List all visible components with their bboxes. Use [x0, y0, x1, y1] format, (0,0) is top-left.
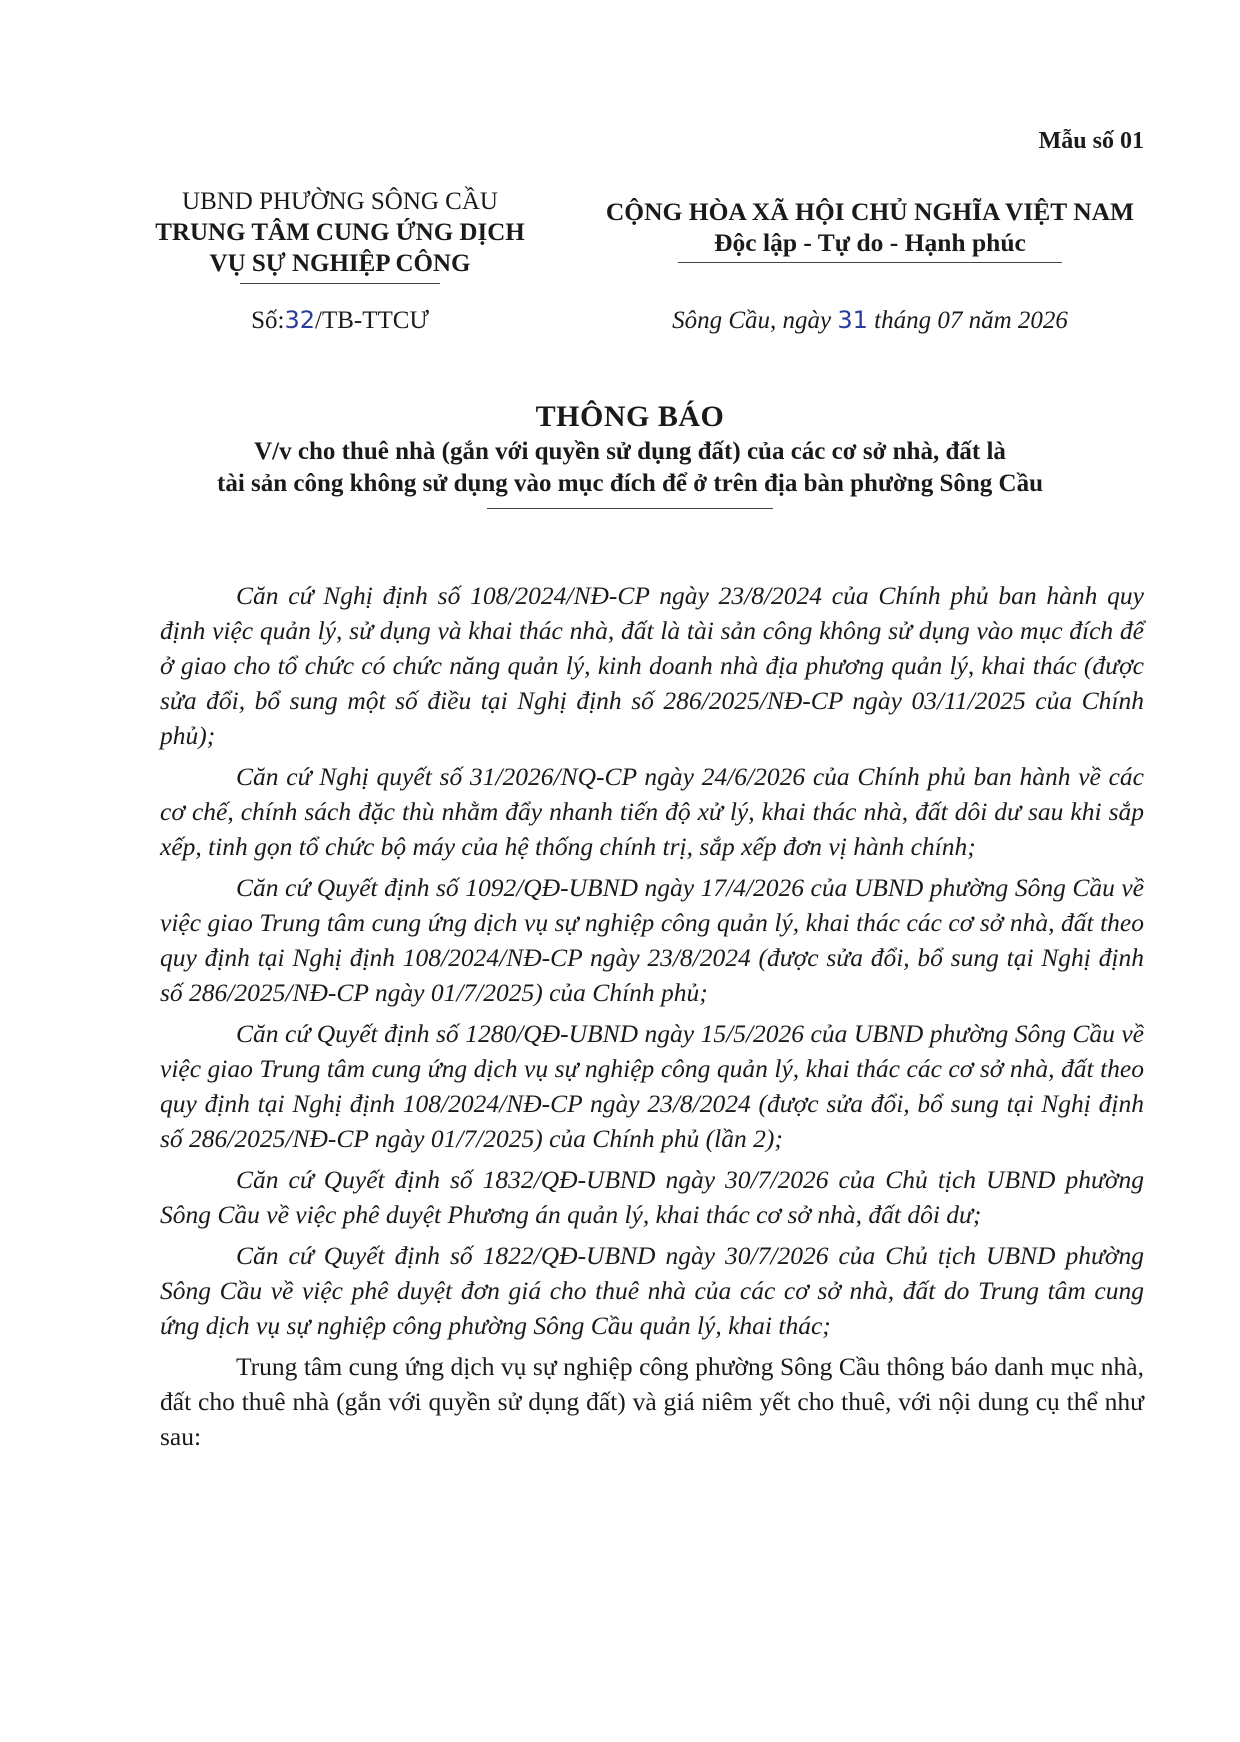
issuer-unit-line2: VỤ SỰ NGHIỆP CÔNG: [209, 250, 471, 277]
place-date: [570, 306, 1170, 335]
issuer-header: [120, 186, 560, 284]
title-underline: [487, 508, 773, 509]
national-motto: Độc lập - Tự do - Hạnh phúc: [714, 228, 1026, 257]
legal-basis: Căn cứ Nghị định số 108/2024/NĐ-CP ngày 23/8/2024 của Chính phủ ban hành quy định việc quản lý, sử dụng và khai thác nhà, đất là tài sản công không sử dụng vào mục đích để ở giao cho tổ chức có chức năng quản lý, kinh doanh nhà địa phương quản lý, khai thác (được sửa đổi, bổ sung một số điều tại Nghị định số 286/2025/NĐ-CP ngày 03/11/2025 của Chính phủ);: [160, 581, 1144, 750]
document-body: [160, 578, 1144, 1460]
document-number-handwritten: 32: [284, 306, 316, 334]
place-date-day: 31: [837, 306, 868, 334]
issuer-agency: UBND PHƯỜNG SÔNG CẦU: [182, 188, 498, 215]
legal-basis: Căn cứ Nghị quyết số 31/2026/NQ-CP ngày 24/6/2026 của Chính phủ ban hành về các cơ chế, chính sách đặc thù nhằm đẩy nhanh tiến độ xử lý, khai thác nhà, đất dôi dư sau khi sắp xếp, tinh gọn tổ chức bộ máy của hệ thống chính trị, sắp xếp đơn vị hành chính;: [160, 762, 1144, 861]
document-number: [120, 306, 560, 335]
legal-basis: Căn cứ Quyết định số 1092/QĐ-UBND ngày 17/4/2026 của UBND phường Sông Cầu về việc giao Trung tâm cung ứng dịch vụ sự nghiệp công quản lý, khai thác các cơ sở nhà, đất theo quy định tại Nghị định 108/2024/NĐ-CP ngày 23/8/2024 (được sửa đổi, bổ sung tại Nghị định số 286/2025/NĐ-CP ngày 01/7/2025) của Chính phủ;: [160, 873, 1144, 1007]
document-number-prefix: Số:: [251, 307, 285, 334]
subject-line-2: tài sản công không sử dụng vào mục đích để ở trên địa bàn phường Sông Cầu: [217, 470, 1043, 497]
national-header: [570, 196, 1170, 263]
issuer-unit-line1: TRUNG TÂM CUNG ỨNG DỊCH: [155, 219, 525, 246]
form-number: Mẫu số 01: [1038, 128, 1144, 154]
title-block: [120, 398, 1140, 509]
motto-underline: [678, 262, 1062, 263]
document-number-suffix: /TB-TTCƯ: [315, 307, 429, 334]
place-date-before: Sông Cầu, ngày: [672, 307, 838, 334]
document-title: THÔNG BÁO: [535, 400, 725, 433]
announcement-paragraph: Trung tâm cung ứng dịch vụ sự nghiệp công phường Sông Cầu thông báo danh mục nhà, đất cho thuê nhà (gắn với quyền sử dụng đất) và giá niêm yết cho thuê, với nội dung cụ thể như sau:: [160, 1352, 1144, 1451]
place-date-after: tháng 07 năm 2026: [867, 307, 1068, 334]
subject-line-1: V/v cho thuê nhà (gắn với quyền sử dụng đất) của các cơ sở nhà, đất là: [254, 438, 1006, 465]
nation-name: CỘNG HÒA XÃ HỘI CHỦ NGHĨA VIỆT NAM: [605, 197, 1135, 226]
legal-basis: Căn cứ Quyết định số 1280/QĐ-UBND ngày 15/5/2026 của UBND phường Sông Cầu về việc giao Trung tâm cung ứng dịch vụ sự nghiệp công quản lý, khai thác các cơ sở nhà, đất theo quy định tại Nghị định 108/2024/NĐ-CP ngày 23/8/2024 (được sửa đổi, bổ sung tại Nghị định số 286/2025/NĐ-CP ngày 01/7/2025) của Chính phủ (lần 2);: [160, 1019, 1144, 1153]
legal-basis: Căn cứ Quyết định số 1822/QĐ-UBND ngày 30/7/2026 của Chủ tịch UBND phường Sông Cầu về việc phê duyệt đơn giá cho thuê nhà của các cơ sở nhà, đất do Trung tâm cung ứng dịch vụ sự nghiệp công phường Sông Cầu quản lý, khai thác;: [160, 1241, 1144, 1340]
issuer-underline: [240, 283, 440, 284]
legal-basis: Căn cứ Quyết định số 1832/QĐ-UBND ngày 30/7/2026 của Chủ tịch UBND phường Sông Cầu về việc phê duyệt Phương án quản lý, khai thác cơ sở nhà, đất dôi dư;: [160, 1165, 1144, 1229]
